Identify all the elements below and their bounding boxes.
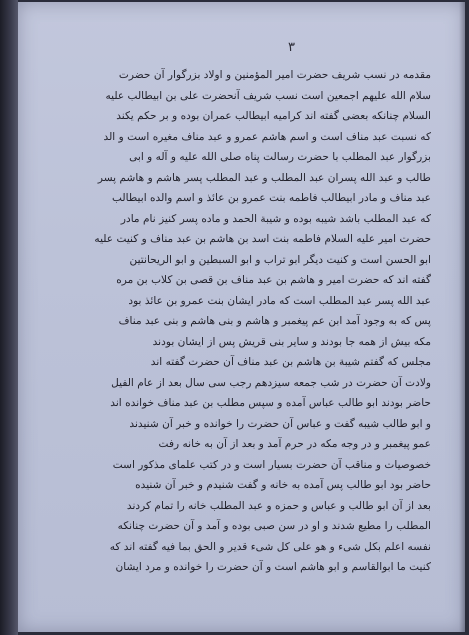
text-line: سلام الله علیهم اجمعین است نسب شریف آنحضرت علی بن ابیطالب علیه [105,89,431,102]
text-line: مقدمه در نسب شریف حضرت امیر المؤمنین و اولاد بزرگوار آن حضرت [118,69,431,81]
text-line: عبد مناف و مادر ابیطالب فاطمه بنت عمرو بن عائذ و اسم والده ابیطالب [112,192,431,204]
text-line: ابو الحسن است و کنیت دیگر ابو تراب و ابو السبطین و ابو الریحانتین [129,253,431,266]
text-line: خصوصیات و مناقب آن حضرت بسیار است و در کتب علمای مذکور است [112,458,431,471]
text-line: و ابو طالب شیبه گفت و عباس آن حضرت را خوانده و خبر آن شنیدند [129,417,431,430]
text-line: عمو پیغمبر و در وجه مکه در حرم آمد و بعد از آن به خانه رفت [158,438,431,450]
text-line: بعد از آن ابو طالب و عباس و حمزه و عبد المطلب خانه را تمام کردند [126,499,431,512]
text-line: مجلس که گفتم شیبة بن هاشم بن عبد مناف آن حضرت گفته اند [150,356,431,368]
book-binding [0,0,18,635]
text-line: بزرگوار عبد المطلب با حضرت رسالت پناه صلی الله علیه و آله و ابی [129,151,431,163]
text-line: السلام چنانکه بعضی گفته اند کرامیه ابیطالب عمران بوده و بر حکم یکند [116,110,431,122]
text-line: نفسه اعلم بکل شیء و هو علی کل شیء قدیر و الحق بما فیه گفته اند که [109,540,431,553]
text-line: ولادت آن حضرت در شب جمعه سیزدهم رجب سی سال بعد از عام الفیل [111,376,431,389]
page-edge-shadow [459,2,465,632]
text-line: طالب و عبد الله پسران عبد المطلب و عبد المطلب پسر هاشم و هاشم پسر [97,171,431,184]
text-line: حضرت امیر علیه السلام فاطمه بنت اسد بن هاشم بن عبد مناف و کنیت علیه [94,233,431,245]
text-line: که عبد المطلب باشد شیبه بوده و شیبة الحمد و ماده پسر کنیز نام مادر [120,212,431,225]
text-line: المطلب را مطیع شدند و او در سن صبی بوده و آمد و آن حضرت چنانکه [117,520,431,532]
text-line: پس که به وجود آمد ابن عم پیغمبر و هاشم و بنی هاشم و بنی عبد مناف [118,315,431,327]
text-line: که نسبت عبد مناف است و اسم هاشم عمرو و عبد مناف مغیره است و الد [103,130,431,143]
text-line: حاضر بودند ابو طالب عباس آمده و سپس مطلب بن عبد مناف خوانده اند [110,397,431,409]
manuscript-page [18,2,465,632]
page-number: ٣ [288,40,295,55]
text-line: مکه بیش از همه جا بودند و سایر بنی قریش پس از ایشان بودند [152,335,431,348]
text-line: عبد الله پسر عبد المطلب است که مادر ایشان بنت عمرو بن عائذ بود [128,294,431,307]
text-line: حاضر بود ابو طالب پس آمده به خانه و گفت شنیدم و خبر آن شنیده [135,479,431,491]
manuscript-text-block [94,65,431,578]
text-line: گفته اند که حضرت امیر و هاشم بن عبد مناف بن قصی بن کلاب بن مره [116,274,431,286]
text-line: کنیت ما ابوالقاسم و ابو هاشم است و آن حضرت را خوانده و مرد ایشان [115,561,431,573]
